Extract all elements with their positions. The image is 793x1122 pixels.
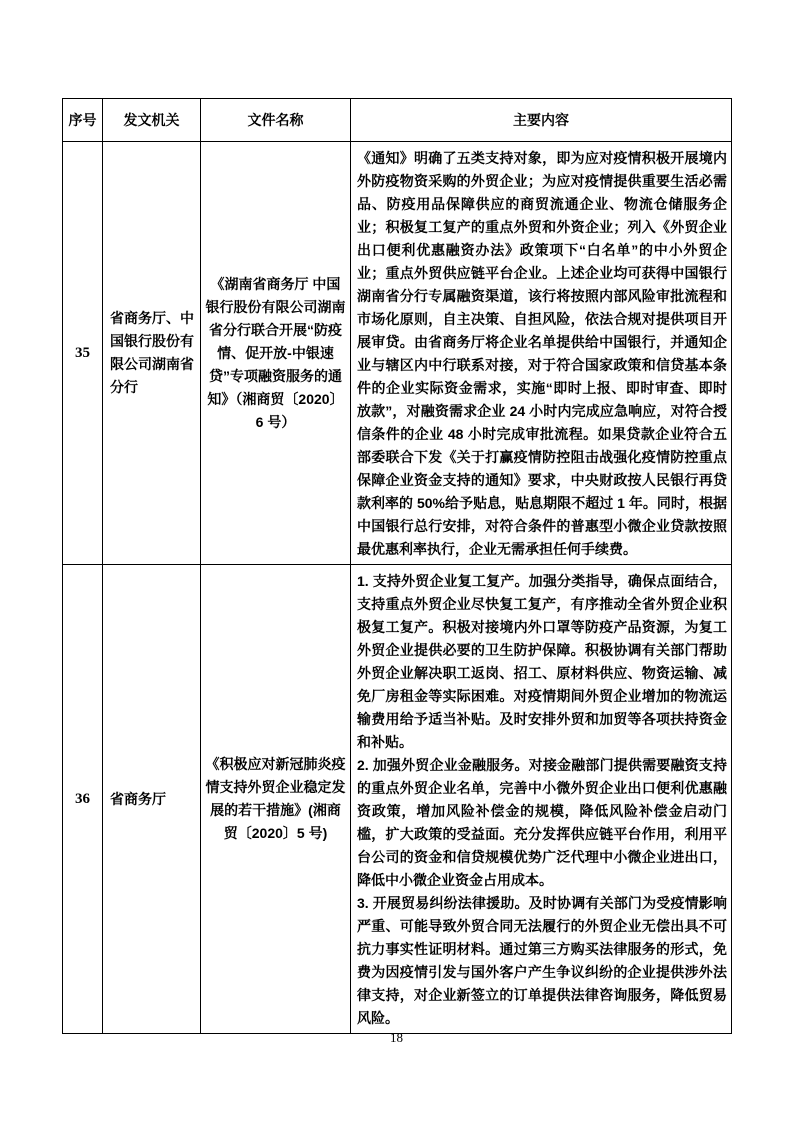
col-header-index: 序号 [63,99,103,142]
col-header-content: 主要内容 [351,99,732,142]
content-paragraph: 2. 加强外贸企业金融服务。对接金融部门提供需要融资支持的重点外贸企业名单，完善中小微外贸企业出口便利优惠融资政策，增加风险补偿金的规模，降低风险补偿金启动门槛，扩大政策的受益面。充分发挥供应链平台作用，利用平台公司的资金和信贷规模优势广泛代理中小微企业进出口，降低中小微企业资金占用成本。 [357,757,727,888]
content-paragraph: 3. 开展贸易纠纷法律援助。及时协调有关部门为受疫情影响严重、可能导致外贸合同无法履行的外贸企业无偿出具不可抗力事实性证明材料。通过第三方购买法律服务的形式，免费为因疫情引发与国外客户产生争议纠纷的企业提供涉外法律支持，对企业新签立的订单提供法律咨询服务，降低贸易风险。 [357,895,727,1026]
main-content-cell [351,142,732,565]
policy-documents-table [62,98,732,1034]
table-row [63,565,732,1034]
table-row [63,142,732,565]
content-paragraph: 1. 支持外贸企业复工复产。加强分类指导，确保点面结合，支持重点外贸企业尽快复工复产，有序推动全省外贸企业积极复工复产。积极对接境内外口罩等防疫产品资源，为复工外贸企业提供必要的卫生防护保障。积极协调有关部门帮助外贸企业解决职工返岗、招工、原材料供应、物资运输、减免厂房租金等实际困难。对疫情期间外贸企业增加的物流运输费用给予适当补贴。及时安排外贸和加贸等各项扶持资金和补贴。 [357,573,727,750]
issuing-agency: 省商务厅、中国银行股份有限公司湖南省分行 [103,142,201,565]
row-index: 35 [63,142,103,565]
document-title: 《湖南省商务厅 中国银行股份有限公司湖南省分行联合开展“防疫情、促开放-中银速贷”专项融资服务的通知》（湘商贸〔2020〕6 号） [201,142,351,565]
col-header-agency: 发文机关 [103,99,201,142]
main-content-cell [351,565,732,1034]
document-title: 《积极应对新冠肺炎疫情支持外贸企业稳定发展的若干措施》(湘商贸〔2020〕5 号) [201,565,351,1034]
table-header-row [63,99,732,142]
col-header-docname: 文件名称 [201,99,351,142]
row-index: 36 [63,565,103,1034]
page-number: 18 [390,1030,403,1045]
issuing-agency: 省商务厅 [103,565,201,1034]
content-paragraph: 《通知》明确了五类支持对象，即为应对疫情积极开展境内外防疫物资采购的外贸企业；为应对疫情提供重要生活必需品、防疫用品保障供应的商贸流通企业、物流仓储服务企业；积极复工复产的重点外贸和外资企业；列入《外贸企业出口便利优惠融资办法》政策项下“白名单”的中小外贸企业；重点外贸供应链平台企业。上述企业均可获得中国银行湖南省分行专属融资渠道，该行将按照内部风险审批流程和市场化原则，自主决策、自担风险，依法合规对提供项目开展审贷。由省商务厅将企业名单提供给中国银行，并通知企业与辖区内中行联系对接，对于符合国家政策和信贷基本条件的企业实际资金需求，实施“即时上报、即时审查、即时放款”，对融资需求企业 24 小时内完成应急响应，对符合授信条件的企业 48 小时完成审批流程。如果贷款企业符合五部委联合下发《关于打赢疫情防控阻击战强化疫情防控重点保障企业资金支持的通知》要求，中央财政按人民银行再贷款利率的 50%给予贴息，贴息期限不超过 1 年。同时，根据中国银行总行安排，对符合条件的普惠型小微企业贷款按照最优惠利率执行，企业无需承担任何手续费。 [357,150,727,557]
